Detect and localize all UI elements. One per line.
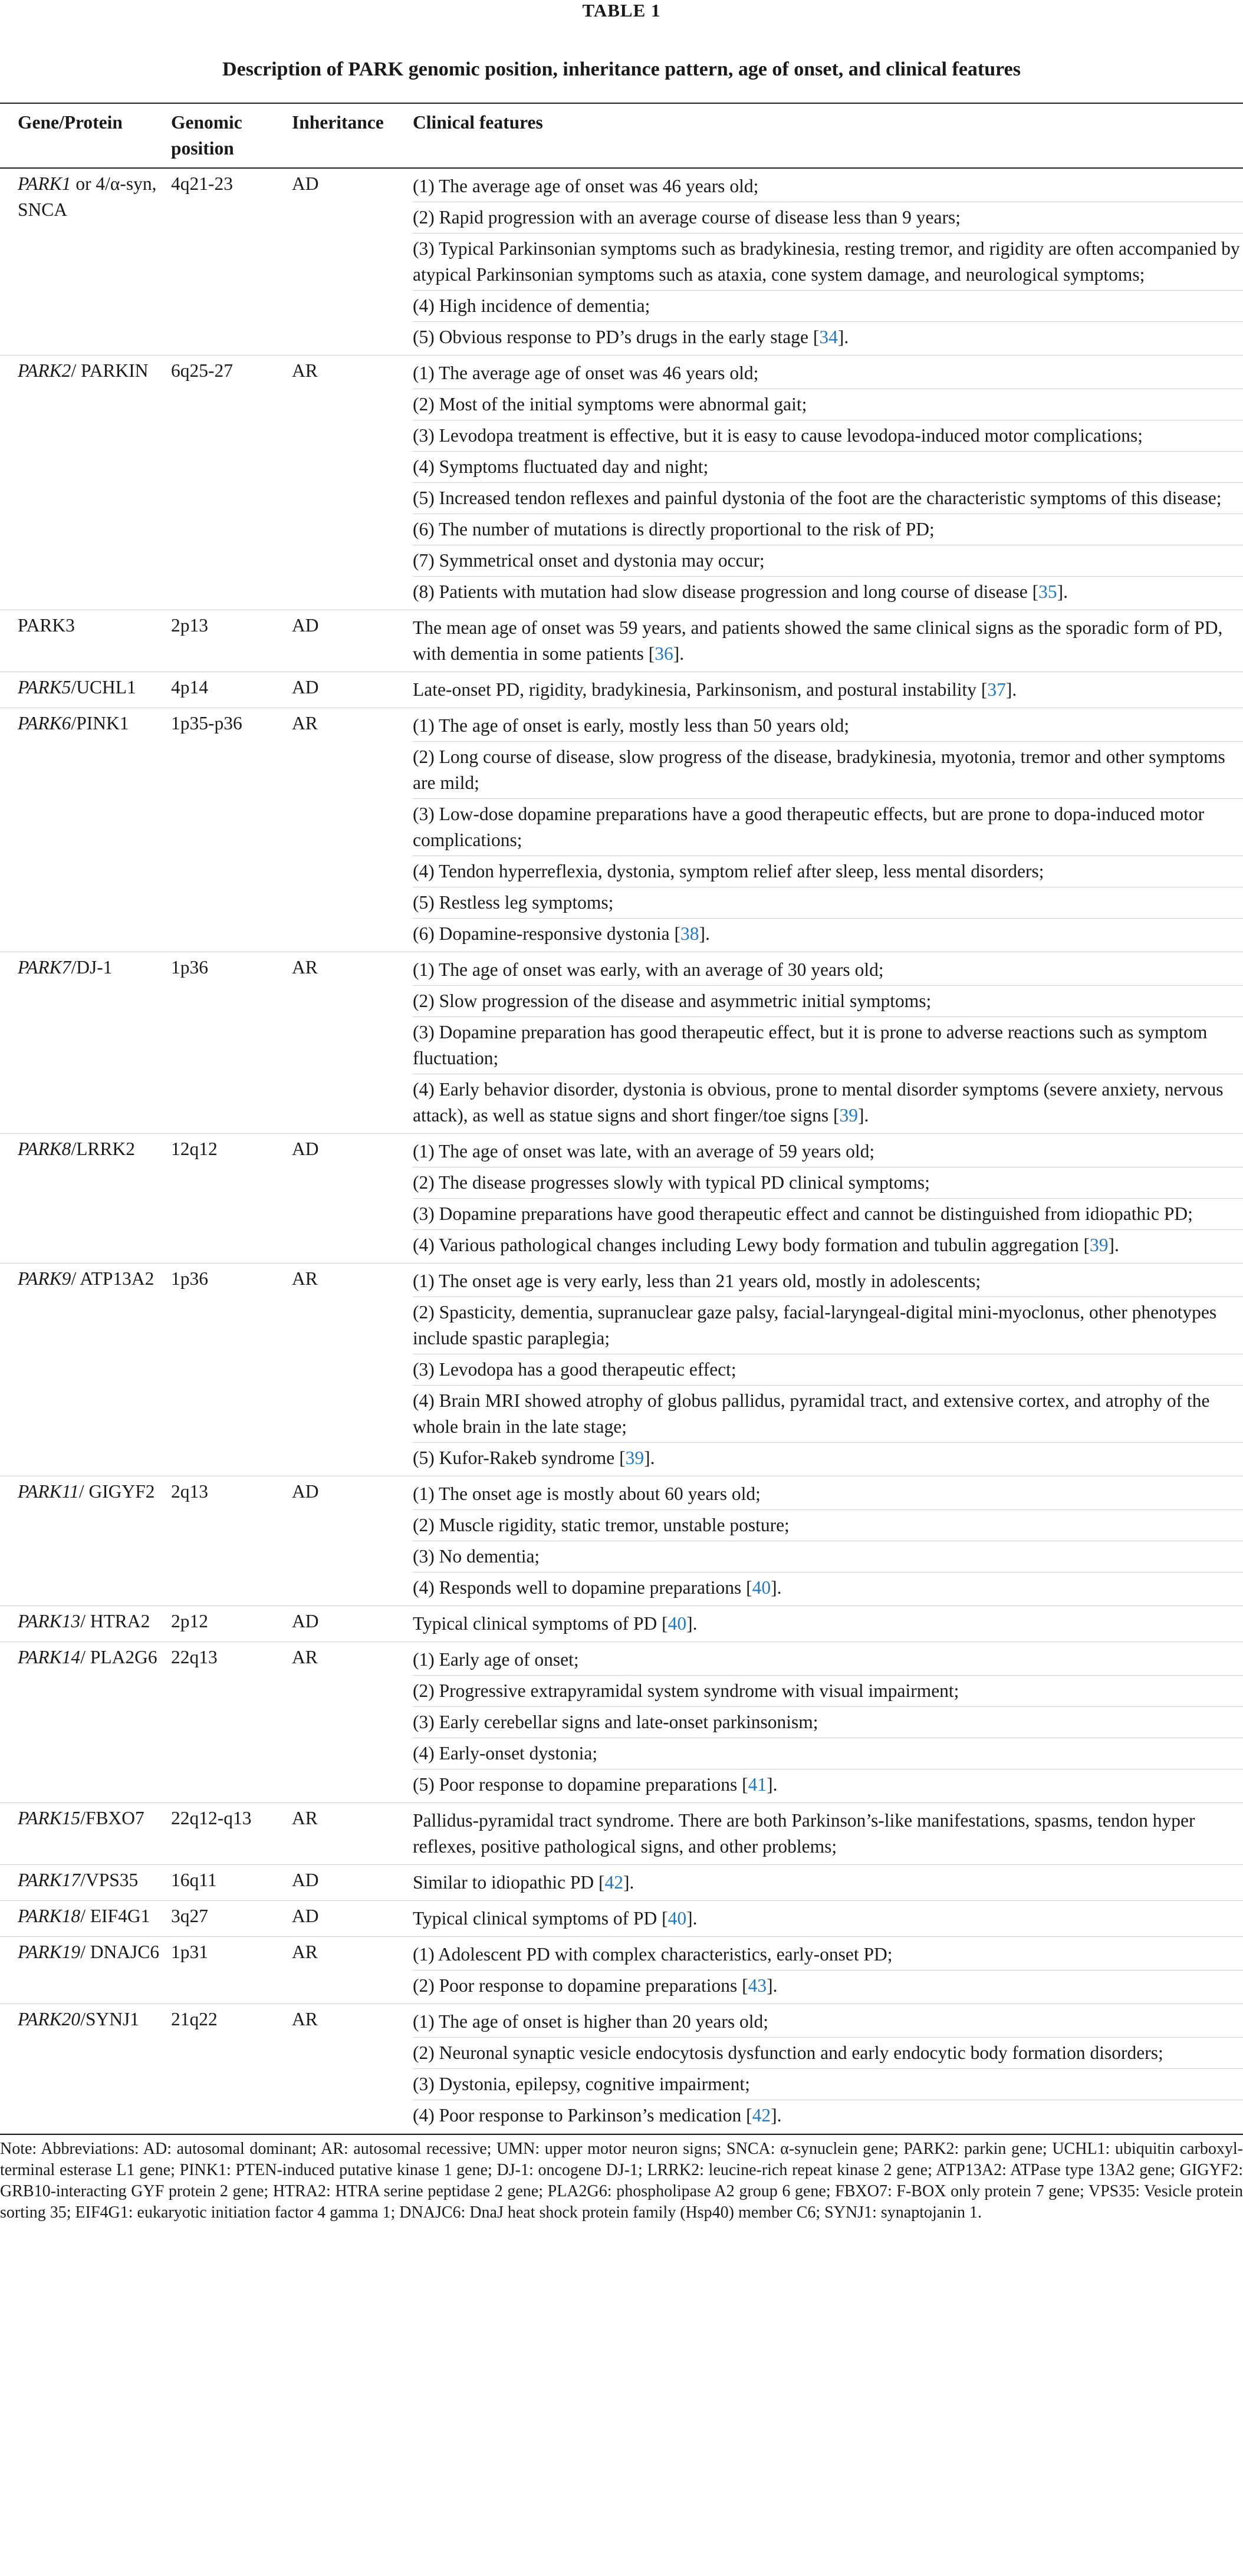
inheritance-cell: AD [292,1606,413,1642]
feature-text: (5) Obvious response to PD’s drugs in the early stage [ [413,327,820,347]
clinical-features-cell [413,672,1243,708]
citation-close: ]. [699,923,710,944]
header-features: Clinical features [413,104,1243,168]
table-row [0,356,1243,610]
genomic-position-cell: 21q22 [171,2004,292,2134]
table-label: TABLE 1 [582,0,661,21]
feature-text: (1) The age of onset is early, mostly less than 50 years old; [413,715,850,736]
feature-item [413,322,1243,353]
feature-text: Typical clinical symptoms of PD [ [413,1908,668,1929]
feature-text: (2) The disease progresses slowly with typical PD clinical symptoms; [413,1172,930,1193]
protein-name: / PLA2G6 [80,1647,157,1667]
inheritance-cell: AR [292,1937,413,2004]
table-row [0,952,1243,1134]
citation-close: ]. [644,1447,655,1468]
feature-text: The mean age of onset was 59 years, and patients showed the same clinical signs as the sporadic form of PD, with dementia in some patients [ [413,617,1223,664]
feature-text: (6) The number of mutations is directly proportional to the risk of PD; [413,519,935,539]
feature-text: (4) Poor response to Parkinson’s medication [ [413,2105,752,2126]
feature-item [413,483,1243,514]
feature-text: (1) The age of onset was early, with an average of 30 years old; [413,959,884,980]
feature-text: (3) Levodopa treatment is effective, but it is easy to cause levodopa-induced motor complications; [413,425,1143,446]
feature-item [413,1644,1243,1676]
protein-name: /FBXO7 [80,1808,144,1828]
genomic-position-cell: 12q12 [171,1134,292,1264]
genomic-position-cell: 1p36 [171,952,292,1134]
gene-protein-cell [0,1264,171,1476]
inheritance-cell: AR [292,1264,413,1476]
feature-item [413,710,1243,742]
clinical-features-cell [413,1937,1243,2004]
protein-name: /PINK1 [71,713,129,733]
citation-close: ]. [673,643,685,664]
clinical-features-cell [413,1803,1243,1865]
feature-item [413,986,1243,1017]
feature-text: (1) Adolescent PD with complex characteristics, early-onset PD; [413,1944,893,1965]
feature-item [413,1017,1243,1074]
feature-text: (2) Neuronal synaptic vesicle endocytosis dysfunction and early endocytic body formation disorders; [413,2042,1163,2063]
gene-protein-cell [0,1642,171,1803]
genomic-position-cell: 2q13 [171,1476,292,1606]
feature-text: (2) Slow progression of the disease and asymmetric initial symptoms; [413,991,932,1011]
genomic-position-cell: 4p14 [171,672,292,708]
feature-text: (5) Restless leg symptoms; [413,892,614,913]
gene-symbol: PARK15 [18,1808,81,1828]
feature-text: Similar to idiopathic PD [ [413,1872,605,1893]
citation-close: ]. [686,1908,698,1929]
genomic-position-cell: 16q11 [171,1865,292,1901]
genomic-position-cell: 22q12-q13 [171,1803,292,1865]
gene-protein-cell [0,1803,171,1865]
inheritance-cell: AR [292,952,413,1134]
inheritance-cell: AD [292,1865,413,1901]
protein-name: / EIF4G1 [80,1906,150,1926]
protein-name: / ATP13A2 [71,1268,154,1289]
feature-text: (2) Most of the initial symptoms were abnormal gait; [413,394,807,414]
feature-text: (1) The onset age is mostly about 60 years old; [413,1483,761,1504]
feature-text: (3) Typical Parkinsonian symptoms such as bradykinesia, resting tremor, and rigidity are often accompanied by atypical Parkinsonian symptoms such as ataxia, cone system damage, and neurological symptoms; [413,238,1240,285]
citation-link[interactable]: 38 [680,923,699,944]
citation-link[interactable]: 39 [625,1447,644,1468]
citation-link[interactable]: 42 [752,2105,771,2126]
protein-name: or 4/α-syn, SNCA [18,173,157,220]
citation-close: ]. [771,1577,782,1598]
inheritance-cell: AR [292,708,413,952]
header-inheritance: Inheritance [292,104,413,168]
citation-close: ]. [686,1613,698,1634]
protein-name: PARK3 [18,615,75,636]
citation-link[interactable]: 34 [819,327,838,347]
feature-text: (3) Dopamine preparation has good therapeutic effect, but it is prone to adverse reactions such as symptom fluctuation; [413,1022,1208,1068]
feature-text: (1) The average age of onset was 46 years old; [413,176,759,196]
feature-item [413,742,1243,799]
feature-text: (1) Early age of onset; [413,1649,579,1670]
citation-link[interactable]: 39 [1090,1235,1109,1255]
citation-link[interactable]: 37 [987,679,1006,700]
gene-symbol: PARK2 [18,360,71,381]
citation-link[interactable]: 40 [667,1613,687,1634]
feature-text: (5) Poor response to dopamine preparations [ [413,1774,748,1795]
feature-item [413,1769,1243,1800]
citation-link[interactable]: 40 [667,1908,687,1929]
feature-item [413,171,1243,202]
protein-name: / GIGYF2 [78,1481,155,1502]
gene-symbol: PARK14 [18,1647,81,1667]
gene-symbol: PARK20 [18,2009,81,2029]
citation-close: ]. [837,327,849,347]
gene-symbol: PARK5 [18,677,71,698]
feature-item [413,545,1243,577]
gene-symbol: PARK13 [18,1611,81,1631]
feature-item [413,1738,1243,1769]
feature-text: (6) Dopamine-responsive dystonia [ [413,923,681,944]
protein-name: /VPS35 [80,1870,139,1890]
protein-name: /DJ-1 [71,957,113,978]
clinical-features-cell [413,1865,1243,1901]
feature-text: Pallidus-pyramidal tract syndrome. There are both Parkinson’s-like manifestations, spasms, tendon hyper reflexes, positive pathological signs, and other problems; [413,1810,1195,1857]
clinical-features-cell [413,1901,1243,1937]
feature-text: (3) Dopamine preparations have good therapeutic effect and cannot be distinguished from idiopathic PD; [413,1203,1193,1224]
genomic-position-cell: 2p13 [171,610,292,672]
clinical-features-cell [413,1134,1243,1264]
table-row [0,1642,1243,1803]
table-row [0,1134,1243,1264]
feature-text: Late-onset PD, rigidity, bradykinesia, Parkinsonism, and postural instability [ [413,679,988,700]
clinical-features-cell [413,952,1243,1134]
citation-close: ]. [767,1774,778,1795]
feature-item [413,1443,1243,1473]
feature-text: (4) Responds well to dopamine preparations [ [413,1577,752,1598]
feature-item [413,1167,1243,1199]
table-caption: Description of PARK genomic position, inheritance pattern, age of onset, and clinical features [222,58,1021,80]
gene-protein-cell [0,1937,171,2004]
feature-text: (3) No dementia; [413,1546,540,1567]
citation-link[interactable]: 36 [655,643,673,664]
table-row [0,672,1243,708]
feature-text: (5) Kufor-Rakeb syndrome [ [413,1447,626,1468]
feature-text: (4) Tendon hyperreflexia, dystonia, symptom relief after sleep, less mental disorders; [413,861,1044,881]
feature-item [413,1136,1243,1167]
genomic-position-cell: 1p36 [171,1264,292,1476]
genomic-position-cell: 4q21-23 [171,168,292,356]
clinical-features-cell [413,708,1243,952]
gene-symbol: PARK18 [18,1906,81,1926]
feature-text: (3) Dystonia, epilepsy, cognitive impairment; [413,2074,750,2094]
genomic-position-cell: 2p12 [171,1606,292,1642]
feature-item [413,1354,1243,1386]
feature-item [413,1386,1243,1443]
feature-text: (5) Increased tendon reflexes and painful dystonia of the foot are the characteristic symptoms of this disease; [413,488,1222,508]
gene-symbol: PARK7 [18,957,71,978]
inheritance-cell: AR [292,1803,413,1865]
inheritance-cell: AD [292,1134,413,1264]
feature-item [413,2006,1243,2038]
table-row [0,610,1243,672]
table-row [0,1937,1243,2004]
feature-item [413,1479,1243,1510]
feature-item [413,1230,1243,1261]
genomic-position-cell: 1p35-p36 [171,708,292,952]
feature-item [413,2038,1243,2069]
gene-symbol: PARK9 [18,1268,71,1289]
protein-name: / PARKIN [71,360,149,381]
gene-symbol: PARK11 [18,1481,79,1502]
feature-item [413,1939,1243,1970]
feature-item [413,675,1243,705]
protein-name: /UCHL1 [71,677,136,698]
feature-item [413,1805,1243,1862]
gene-protein-cell [0,708,171,952]
feature-item [413,919,1243,949]
clinical-features-cell [413,1264,1243,1476]
citation-close: ]. [1005,679,1017,700]
clinical-features-cell [413,610,1243,672]
genomic-position-cell: 1p31 [171,1937,292,2004]
feature-item [413,856,1243,887]
feature-item [413,2069,1243,2100]
protein-name: / HTRA2 [80,1611,150,1631]
feature-text: (4) Early behavior disorder, dystonia is obvious, prone to mental disorder symptoms (severe anxiety, nervous attack), as well as statue signs and short finger/toe signs [ [413,1079,1224,1126]
feature-text: (8) Patients with mutation had slow disease progression and long course of disease [ [413,581,1039,602]
feature-text: (3) Low-dose dopamine preparations have a good therapeutic effects, but are prone to dopa-induced motor complications; [413,804,1205,850]
feature-text: Typical clinical symptoms of PD [ [413,1613,668,1634]
genomic-position-cell: 6q25-27 [171,356,292,610]
inheritance-cell: AR [292,1642,413,1803]
protein-name: / DNAJC6 [80,1942,160,1962]
feature-text: (4) Early-onset dystonia; [413,1743,598,1764]
feature-item [413,2100,1243,2131]
feature-item [413,577,1243,607]
gene-protein-cell [0,1865,171,1901]
gene-protein-cell [0,610,171,672]
table-row [0,1901,1243,1937]
table-row [0,1264,1243,1476]
feature-text: (4) Symptoms fluctuated day and night; [413,456,709,477]
citation-close: ]. [1057,581,1068,602]
inheritance-cell: AR [292,2004,413,2134]
table-row [0,708,1243,952]
genomic-position-cell: 3q27 [171,1901,292,1937]
feature-item [413,1676,1243,1707]
gene-symbol: PARK8 [18,1139,71,1159]
feature-item [413,1541,1243,1572]
gene-protein-cell [0,1606,171,1642]
clinical-features-cell [413,1606,1243,1642]
feature-item [413,358,1243,389]
table-row [0,168,1243,356]
feature-item [413,1903,1243,1934]
gene-protein-cell [0,356,171,610]
feature-item [413,1867,1243,1898]
table-row [0,1606,1243,1642]
inheritance-cell: AR [292,356,413,610]
feature-item [413,1199,1243,1230]
gene-symbol: PARK17 [18,1870,81,1890]
citation-close: ]. [771,2105,782,2126]
feature-item [413,1970,1243,2001]
table-row [0,2004,1243,2134]
citation-close: ]. [767,1975,778,1996]
citation-close: ]. [1108,1235,1119,1255]
feature-text: (2) Poor response to dopamine preparations [ [413,1975,748,1996]
feature-item [413,1074,1243,1131]
inheritance-cell: AD [292,1901,413,1937]
feature-text: (4) Various pathological changes including Lewy body formation and tubulin aggregation [ [413,1235,1090,1255]
feature-text: (2) Long course of disease, slow progress of the disease, bradykinesia, myotonia, tremor and other symptoms are mild; [413,746,1225,793]
genomic-position-cell: 22q13 [171,1642,292,1803]
feature-item [413,1297,1243,1354]
feature-text: (1) The average age of onset was 46 years old; [413,363,759,383]
citation-link[interactable]: 43 [748,1975,767,1996]
feature-item [413,420,1243,452]
inheritance-cell: AD [292,1476,413,1606]
protein-name: /LRRK2 [71,1139,135,1159]
citation-link[interactable]: 42 [604,1872,623,1893]
table-body [0,168,1243,2134]
feature-text: (2) Muscle rigidity, static tremor, unstable posture; [413,1515,790,1535]
feature-item [413,799,1243,856]
inheritance-cell: AD [292,672,413,708]
gene-protein-cell [0,1901,171,1937]
feature-item [413,233,1243,291]
inheritance-cell: AD [292,168,413,356]
header-position: Genomic position [171,104,292,168]
inheritance-cell: AD [292,610,413,672]
table-note: Note: Abbreviations: AD: autosomal dominant; AR: autosomal recessive; UMN: upper motor neuron signs; SNCA: α-synuclein gene; PARK2: parkin gene; UCHL1: ubiquitin carboxyl-terminal esterase L1 gene; PINK1: PTEN-induced putative kinase 1 gene; DJ-1: oncogene DJ-1; LRRK2: leucine-rich repeat kinase 2 gene; ATP13A2: ATPase type 13A2 gene; GIGYF2: GRB10-interacting GYF protein 2 gene; HTRA2: HTRA serine peptidase 2 gene; PLA2G6: phospholipase A2 group 6 gene; FBXO7: F-BOX only protein 7 gene; VPS35: Vesicle protein sorting 35; EIF4G1: eukaryotic initiation factor 4 gamma 1; DNAJC6: DnaJ heat shock protein family (Hsp40) member C6; SYNJ1: synaptojanin 1. [0,2134,1243,2223]
protein-name: /SYNJ1 [80,2009,139,2029]
gene-protein-cell [0,1476,171,1606]
gene-protein-cell [0,672,171,708]
feature-item [413,291,1243,322]
gene-protein-cell [0,952,171,1134]
gene-symbol: PARK6 [18,713,71,733]
clinical-features-cell [413,356,1243,610]
table-row [0,1865,1243,1901]
feature-text: (4) Brain MRI showed atrophy of globus pallidus, pyramidal tract, and extensive cortex, and atrophy of the whole brain in the late stage; [413,1390,1210,1437]
table-row [0,1476,1243,1606]
clinical-features-cell [413,2004,1243,2134]
feature-item [413,1608,1243,1639]
feature-item [413,389,1243,420]
gene-protein-cell [0,1134,171,1264]
park-table [0,104,1243,2134]
feature-text: (2) Progressive extrapyramidal system syndrome with visual impairment; [413,1680,959,1701]
feature-item [413,613,1243,669]
feature-item [413,887,1243,919]
citation-link[interactable]: 35 [1038,581,1057,602]
citation-link[interactable]: 41 [748,1774,767,1795]
citation-close: ]. [857,1105,869,1126]
feature-item [413,452,1243,483]
header-row [0,104,1243,168]
clinical-features-cell [413,1476,1243,1606]
feature-text: (3) Levodopa has a good therapeutic effect; [413,1359,736,1380]
feature-text: (1) The age of onset is higher than 20 years old; [413,2011,769,2032]
feature-item [413,1266,1243,1297]
gene-symbol: PARK19 [18,1942,81,1962]
gene-symbol: PARK1 [18,173,71,194]
feature-text: (2) Spasticity, dementia, supranuclear gaze palsy, facial-laryngeal-digital mini-myoclonus, other phenotypes include spastic paraplegia; [413,1302,1217,1348]
feature-text: (1) The onset age is very early, less than 21 years old, mostly in adolescents; [413,1271,981,1291]
clinical-features-cell [413,168,1243,356]
clinical-features-cell [413,1642,1243,1803]
citation-link[interactable]: 40 [752,1577,771,1598]
table-row [0,1803,1243,1865]
feature-item [413,1707,1243,1738]
feature-item [413,1510,1243,1541]
feature-item [413,1572,1243,1603]
feature-text: (2) Rapid progression with an average course of disease less than 9 years; [413,207,961,228]
feature-item [413,202,1243,233]
gene-protein-cell [0,2004,171,2134]
feature-text: (1) The age of onset was late, with an average of 59 years old; [413,1141,875,1162]
feature-text: (7) Symmetrical onset and dystonia may occur; [413,550,765,571]
feature-item [413,955,1243,986]
feature-item [413,514,1243,545]
feature-text: (4) High incidence of dementia; [413,295,650,316]
citation-link[interactable]: 39 [839,1105,858,1126]
feature-text: (3) Early cerebellar signs and late-onset parkinsonism; [413,1712,818,1732]
gene-protein-cell [0,168,171,356]
citation-close: ]. [623,1872,634,1893]
header-gene: Gene/Protein [0,104,171,168]
